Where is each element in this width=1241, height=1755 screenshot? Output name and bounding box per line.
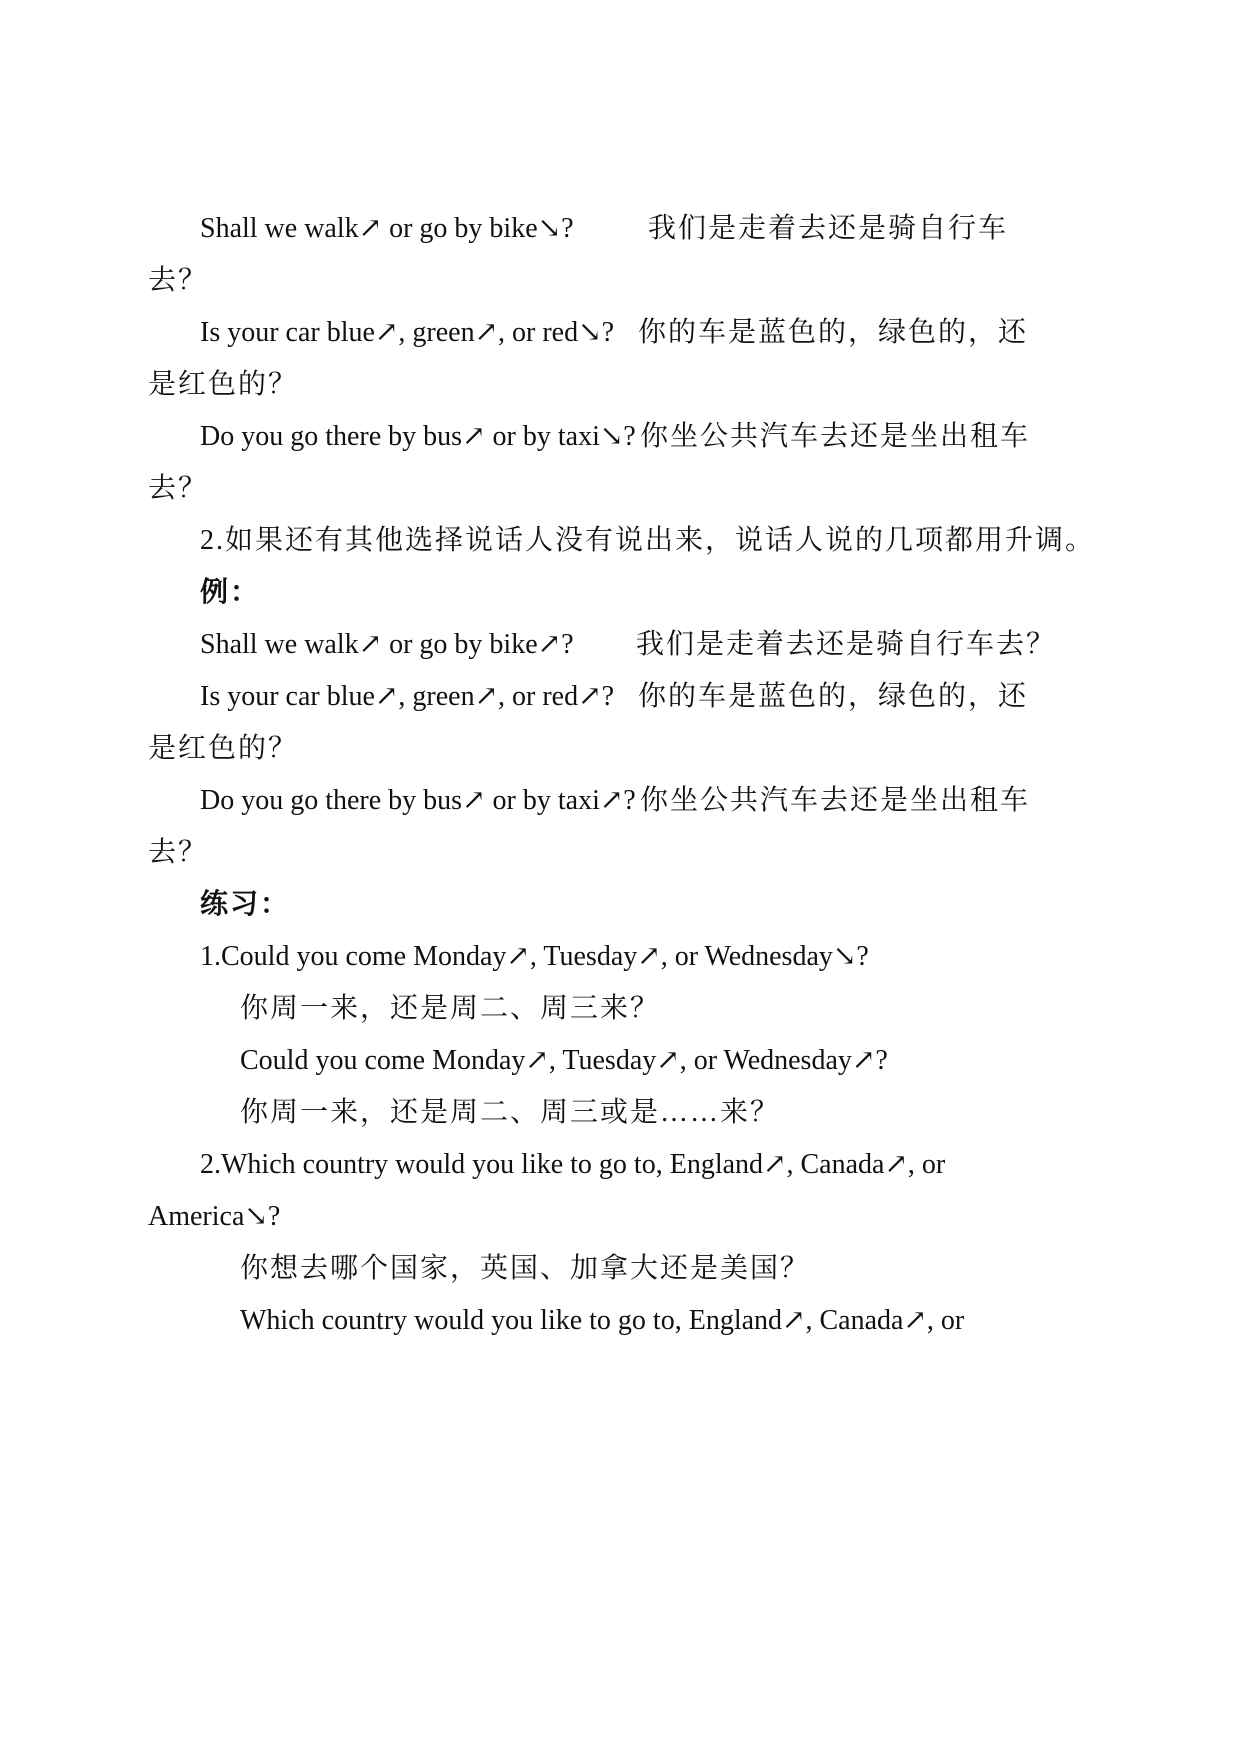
exercise-2-falling: 2.Which country would you like to go to, England↗, Canada↗, or	[200, 1149, 946, 1180]
example-heading: 例：	[200, 577, 261, 608]
example-1-english: Shall we walk↗ or go by bike↘?	[200, 213, 574, 244]
example-2-english: Is your car blue↗, green↗, or red↘?	[200, 317, 614, 348]
exercise-2-falling-chinese: 你想去哪个国家，英国、加拿大还是美国？	[240, 1253, 811, 1284]
example-4-english: Shall we walk↗ or go by bike↗?	[200, 629, 574, 660]
example-6-chinese-cont: 去？	[148, 837, 209, 868]
example-5-chinese: 你的车是蓝色的，绿色的，还	[638, 681, 1029, 712]
example-6-chinese: 你坐公共汽车去还是坐出租车	[640, 785, 1031, 816]
example-5-english: Is your car blue↗, green↗, or red↗?	[200, 681, 614, 712]
example-3-chinese: 你坐公共汽车去还是坐出租车	[640, 421, 1031, 452]
exercise-1-falling: 1.Could you come Monday↗, Tuesday↗, or Wednesday↘?	[200, 941, 869, 972]
exercise-1-rising: Could you come Monday↗, Tuesday↗, or Wednesday↗?	[240, 1045, 888, 1076]
example-6-english: Do you go there by bus↗ or by taxi↗?	[200, 785, 636, 816]
example-3-english: Do you go there by bus↗ or by taxi↘?	[200, 421, 636, 452]
example-2-chinese-cont: 是红色的？	[148, 369, 299, 400]
exercise-1-rising-chinese: 你周一来，还是周二、周三或是……来？	[240, 1097, 781, 1128]
exercise-1-falling-chinese: 你周一来，还是周二、周三来？	[240, 993, 661, 1024]
rule-2: 2.如果还有其他选择说话人没有说出来，说话人说的几项都用升调。	[200, 525, 1096, 556]
example-4-chinese: 我们是走着去还是骑自行车去？	[636, 629, 1057, 660]
example-2-chinese: 你的车是蓝色的，绿色的，还	[638, 317, 1029, 348]
example-5-chinese-cont: 是红色的？	[148, 733, 299, 764]
example-3-chinese-cont: 去？	[148, 473, 209, 504]
exercise-heading: 练习：	[200, 889, 291, 920]
exercise-2-falling-cont: America↘?	[148, 1201, 281, 1232]
example-1-chinese: 我们是走着去还是骑自行车	[648, 213, 1009, 244]
example-1-chinese-cont: 去？	[148, 265, 209, 296]
exercise-2-rising: Which country would you like to go to, England↗, Canada↗, or	[240, 1305, 965, 1336]
